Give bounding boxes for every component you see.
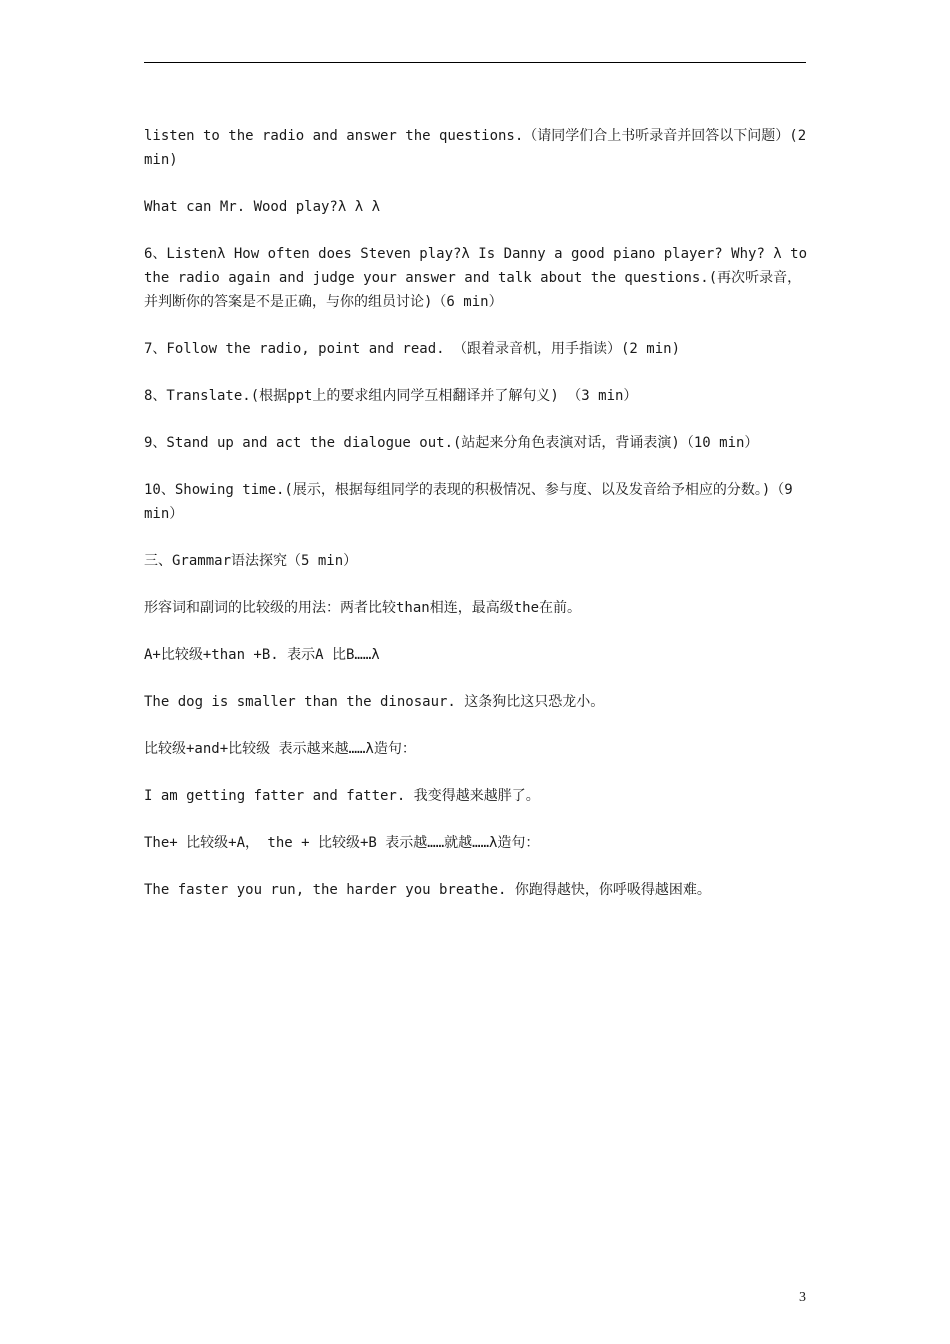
- paragraph-question-wood: What can Mr. Wood play?λ λ λ: [144, 199, 381, 215]
- paragraph-example-fatter: I am getting fatter and fatter. 我变得越来越胖了。: [144, 788, 540, 804]
- paragraph-step-6: 6、Listenλ How often does Steven play?λ Is Danny a good piano player? Why? λ to the radio again and judge your answer and talk about the questions.(再次听录音，并判断你的答案是不是正确，与你的组员讨论)（6 min）: [144, 246, 808, 310]
- paragraph-pattern-the-the: The+ 比较级+A， the + 比较级+B 表示越……就越……λ造句：: [144, 835, 540, 851]
- paragraph-step-9: 9、Stand up and act the dialogue out.(站起来分角色表演对话，背诵表演)（10 min）: [144, 435, 759, 451]
- paragraph-pattern-and: 比较级+and+比较级 表示越来越……λ造句：: [144, 741, 416, 757]
- paragraph-step-10: 10、Showing time.(展示，根据每组同学的表现的积极情况、参与度、以及发音给予相应的分数。)（9 min）: [144, 482, 793, 522]
- paragraph-grammar-rule: 形容词和副词的比较级的用法：两者比较than相连，最高级the在前。: [144, 600, 581, 616]
- paragraph-listen-radio: listen to the radio and answer the questions.（请同学们合上书听录音并回答以下问题）(2 min): [144, 128, 807, 168]
- header-rule: [144, 62, 806, 63]
- paragraph-example-faster: The faster you run, the harder you breathe. 你跑得越快，你呼吸得越困难。: [144, 882, 711, 898]
- section-heading-grammar: 三、Grammar语法探究（5 min）: [144, 553, 358, 569]
- paragraph-pattern-than: A+比较级+than +B. 表示A 比B……λ: [144, 647, 380, 663]
- document-body: [144, 124, 808, 902]
- paragraph-step-7: 7、Follow the radio, point and read. （跟着录音机，用手指读）(2 min): [144, 341, 681, 357]
- page-number: 3: [799, 1290, 806, 1305]
- paragraph-step-8: 8、Translate.(根据ppt上的要求组内同学互相翻译并了解句义) （3 min）: [144, 388, 638, 404]
- paragraph-example-dog: The dog is smaller than the dinosaur. 这条狗比这只恐龙小。: [144, 694, 605, 710]
